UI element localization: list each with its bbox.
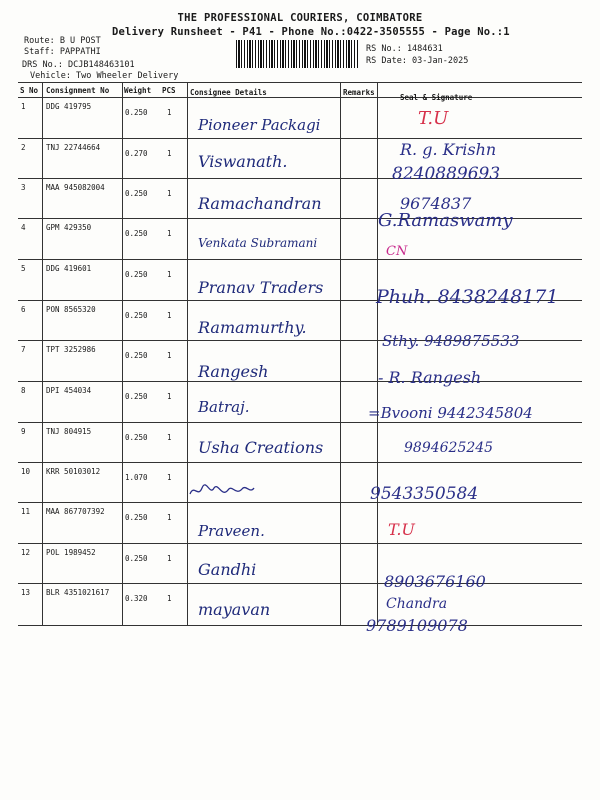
row-divider xyxy=(18,300,340,301)
row-pcs: 1 xyxy=(167,270,172,279)
row-consignment-no: DPI 454034 xyxy=(46,386,92,395)
row-signature: - R. Rangesh xyxy=(378,368,482,387)
header-seal: Seal & Signature xyxy=(400,93,473,102)
rs-date: RS Date: 03-Jan-2025 xyxy=(366,56,469,66)
row-divider xyxy=(18,543,340,544)
row-signature: 9674837 xyxy=(400,194,472,213)
row-divider xyxy=(18,259,340,260)
row-divider xyxy=(18,178,340,179)
runsheet-title: Delivery Runsheet - P41 - Phone No.:0422-3505555 - Page No.:1 xyxy=(112,26,510,38)
row-weight: 0.250 xyxy=(125,513,148,522)
row-weight: 0.250 xyxy=(125,311,148,320)
row-divider xyxy=(18,625,340,626)
handwritten-scribble-icon xyxy=(186,480,256,502)
row-consignee-name: Pranav Traders xyxy=(198,278,324,297)
row-sno: 12 xyxy=(21,548,31,557)
header-pcs: PCS xyxy=(162,86,176,95)
row-consignment-no: DDG 419601 xyxy=(46,264,92,273)
row-pcs: 1 xyxy=(167,311,172,320)
row-weight: 0.250 xyxy=(125,433,148,442)
row-signature: 9543350584 xyxy=(370,484,479,504)
row-pcs: 1 xyxy=(167,513,172,522)
row-consignment-no: KRR 50103012 xyxy=(46,467,101,476)
row-consignee-name: Praveen. xyxy=(198,522,265,540)
row-consignee-name: Ramachandran xyxy=(198,194,322,213)
row-consignment-no: DDG 419795 xyxy=(46,102,92,111)
row-signature: CN xyxy=(386,244,408,259)
row-divider xyxy=(18,381,340,382)
column-divider xyxy=(340,82,341,625)
drs-number: DRS No.: DCJB148463101 xyxy=(22,60,135,70)
row-weight: 0.270 xyxy=(125,149,148,158)
row-consignment-no: TNJ 22744664 xyxy=(46,143,101,152)
rs-number: RS No.: 1484631 xyxy=(366,44,443,54)
header-sno: S No xyxy=(20,86,39,95)
header-consignee: Consignee Details xyxy=(190,88,267,97)
row-divider xyxy=(18,422,340,423)
header-bottom-border xyxy=(18,97,582,98)
table-top-border xyxy=(18,82,582,83)
row-consignee-name: Viswanath. xyxy=(198,152,288,171)
row-signature: 8240889693 xyxy=(392,164,501,184)
header-consignment: Consignment No xyxy=(46,86,110,95)
row-consignment-no: BLR 4351021617 xyxy=(46,588,110,597)
row-pcs: 1 xyxy=(167,473,172,482)
row-weight: 0.250 xyxy=(125,392,148,401)
row-pcs: 1 xyxy=(167,433,172,442)
row-pcs: 1 xyxy=(167,594,172,603)
row-sno: 7 xyxy=(21,345,26,354)
row-signature: Sthy. 9489875533 xyxy=(382,332,520,350)
row-signature: R. g. Krishn xyxy=(400,140,497,159)
row-consignee-name: mayavan xyxy=(198,600,271,619)
row-pcs: 1 xyxy=(167,351,172,360)
row-sno: 8 xyxy=(21,386,26,395)
row-consignment-no: PON 8565320 xyxy=(46,305,96,314)
row-sno: 5 xyxy=(21,264,26,273)
row-divider xyxy=(18,462,340,463)
row-signature: Chandra xyxy=(386,596,448,612)
header-weight: Weight xyxy=(124,86,152,95)
row-consignee-name: Batraj. xyxy=(198,398,250,416)
row-signature: 9789109078 xyxy=(366,616,468,635)
row-consignment-no: TPT 3252986 xyxy=(46,345,96,354)
row-consignment-no: MAA 867707392 xyxy=(46,507,105,516)
row-consignee-name: Usha Creations xyxy=(198,438,324,457)
row-divider xyxy=(18,502,340,503)
row-consignee-name: Gandhi xyxy=(198,560,257,579)
row-signature: 8903676160 xyxy=(384,572,486,591)
row-consignee-name: Ramamurthy. xyxy=(198,318,307,337)
row-divider xyxy=(18,138,340,139)
row-signature: Phuh. 8438248171 xyxy=(376,286,559,308)
staff-label: Staff: PAPPATHI xyxy=(24,47,101,57)
row-consignment-no: GPM 429350 xyxy=(46,223,92,232)
row-signature: 9894625245 xyxy=(404,440,494,456)
row-sno: 3 xyxy=(21,183,26,192)
row-sno: 4 xyxy=(21,223,26,232)
row-pcs: 1 xyxy=(167,392,172,401)
row-weight: 0.250 xyxy=(125,554,148,563)
row-consignment-no: POL 1989452 xyxy=(46,548,96,557)
row-sno: 1 xyxy=(21,102,26,111)
row-pcs: 1 xyxy=(167,189,172,198)
row-weight: 1.070 xyxy=(125,473,148,482)
column-divider xyxy=(42,82,43,625)
row-consignment-no: MAA 945082004 xyxy=(46,183,105,192)
header-remarks: Remarks xyxy=(343,88,375,97)
column-divider xyxy=(187,82,188,625)
column-divider xyxy=(377,82,378,625)
row-consignee-name: Venkata Subramani xyxy=(198,236,318,250)
row-sno: 6 xyxy=(21,305,26,314)
row-pcs: 1 xyxy=(167,554,172,563)
row-sno: 10 xyxy=(21,467,31,476)
row-signature: T.U xyxy=(388,520,415,539)
row-weight: 0.250 xyxy=(125,351,148,360)
row-pcs: 1 xyxy=(167,229,172,238)
row-consignee-name: Rangesh xyxy=(198,362,269,381)
row-sno: 13 xyxy=(21,588,31,597)
row-weight: 0.250 xyxy=(125,229,148,238)
barcode-image xyxy=(236,40,358,68)
vehicle-label: Vehicle: Two Wheeler Delivery xyxy=(30,71,179,81)
row-weight: 0.320 xyxy=(125,594,148,603)
row-signature: G.Ramaswamy xyxy=(378,210,513,231)
column-divider xyxy=(122,82,123,625)
row-sno: 9 xyxy=(21,427,26,436)
row-sno: 11 xyxy=(21,507,31,516)
row-divider xyxy=(18,583,340,584)
row-pcs: 1 xyxy=(167,108,172,117)
route-label: Route: B U POST xyxy=(24,36,101,46)
row-sno: 2 xyxy=(21,143,26,152)
row-weight: 0.250 xyxy=(125,270,148,279)
row-divider xyxy=(18,218,340,219)
row-weight: 0.250 xyxy=(125,108,148,117)
row-pcs: 1 xyxy=(167,149,172,158)
row-signature: T.U xyxy=(418,108,449,129)
company-title: THE PROFESSIONAL COURIERS, COIMBATORE xyxy=(177,12,423,24)
row-divider xyxy=(18,340,340,341)
row-signature: =Bvooni 9442345804 xyxy=(368,404,533,422)
row-consignment-no: TNJ 804915 xyxy=(46,427,92,436)
row-consignee-name: Pioneer Packagi xyxy=(198,116,321,134)
row-weight: 0.250 xyxy=(125,189,148,198)
